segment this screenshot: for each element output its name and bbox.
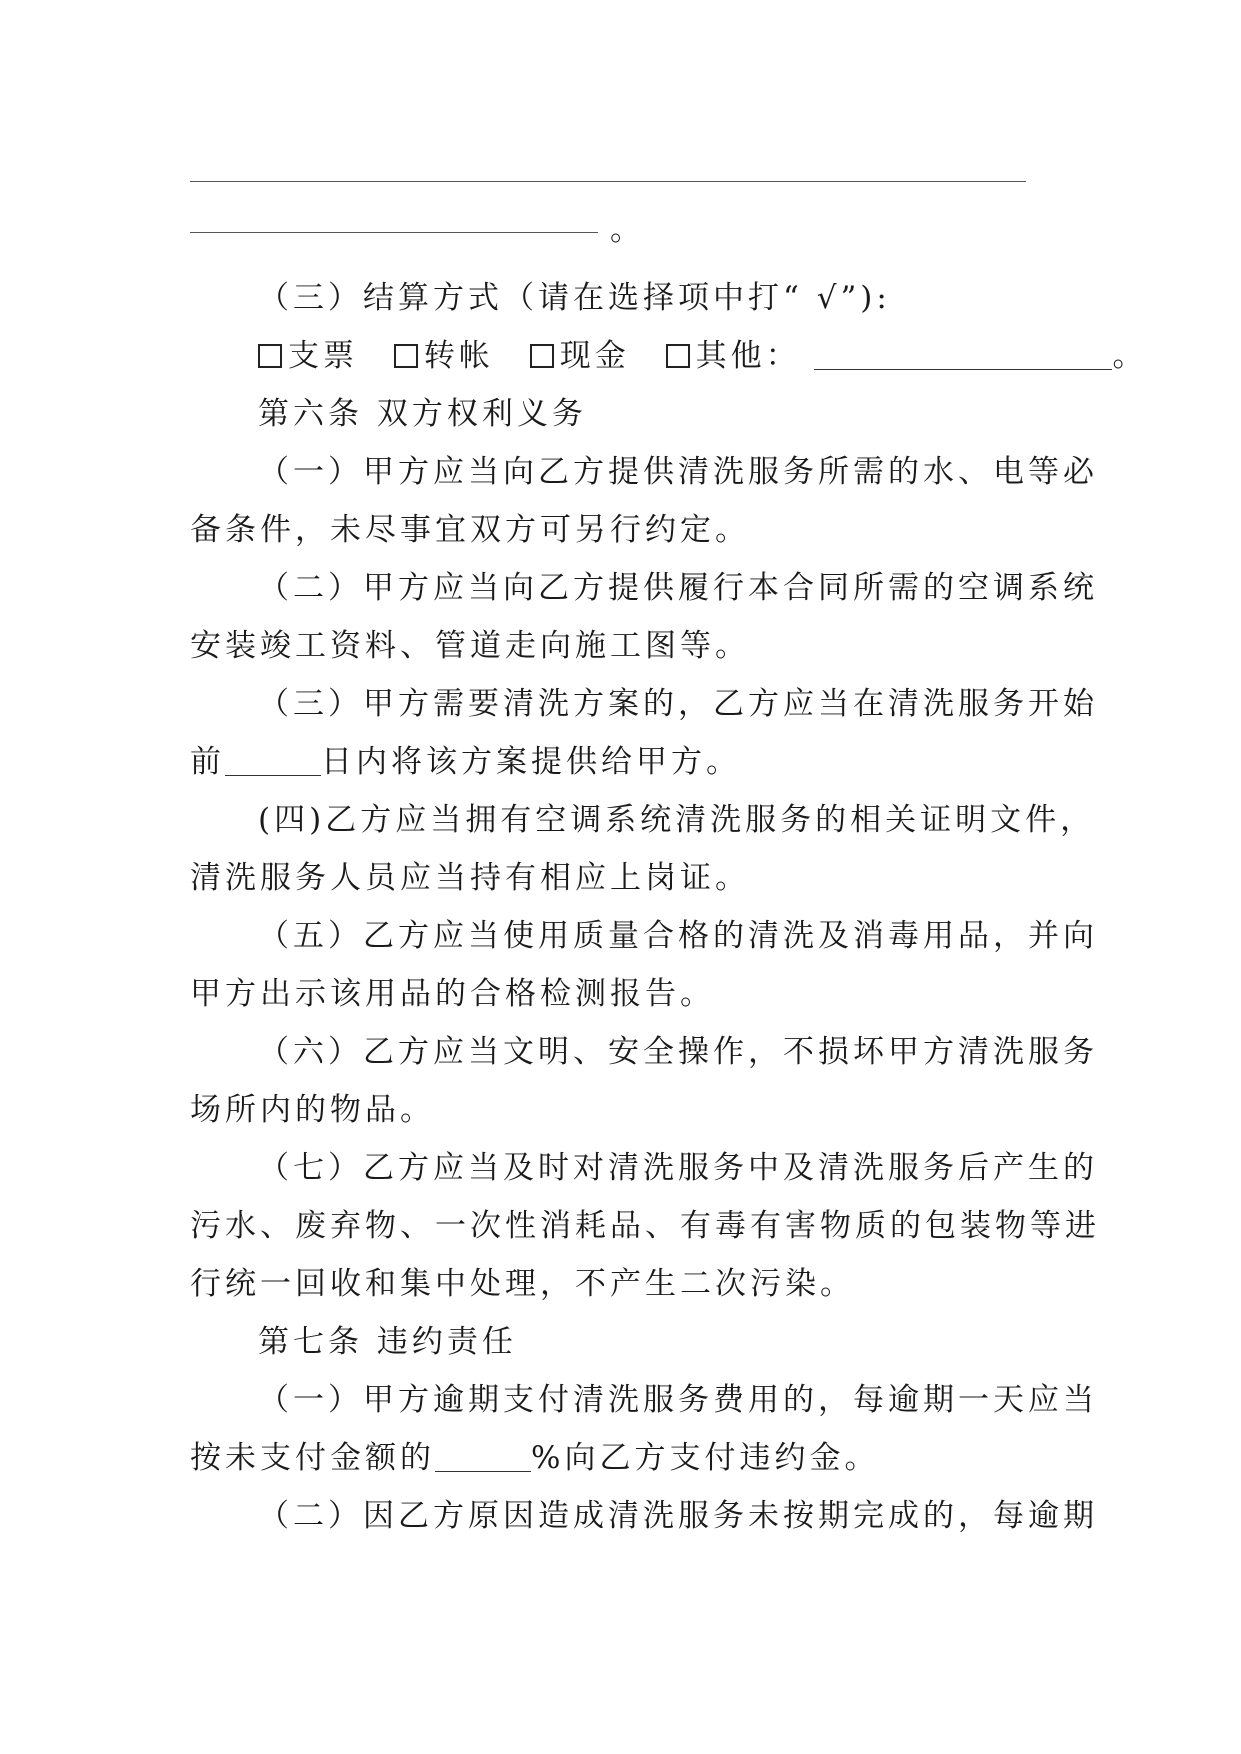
paragraph-line: 污水、废弃物、一次性消耗品、有毒有害物质的包装物等进: [190, 1208, 1100, 1244]
option-cheque: 支票: [288, 338, 358, 374]
paragraph-line: （二）因乙方原因造成清洗服务未按期完成的，每逾期: [258, 1498, 1098, 1534]
article-6-title: 第六条 双方权利义务: [258, 396, 587, 432]
checkbox-cheque[interactable]: [258, 344, 282, 368]
option-other: 其他：: [695, 338, 801, 374]
paragraph-line: 甲方出示该用品的合格检测报告。: [190, 976, 715, 1012]
paragraph-line: 安装竣工资料、管道走向施工图等。: [190, 628, 750, 664]
checkbox-cash[interactable]: [530, 344, 554, 368]
checkbox-other[interactable]: [666, 344, 690, 368]
article-7-title: 第七条 违约责任: [258, 1324, 517, 1360]
percent-blank[interactable]: [435, 1441, 531, 1472]
paragraph-line: （六）乙方应当文明、安全操作，不损坏甲方清洗服务: [258, 1034, 1098, 1070]
text: 日内将该方案提供给甲方。: [321, 744, 741, 780]
settlement-heading: （三）结算方式（请在选择项中打“ √”):: [258, 280, 891, 316]
paragraph-line: （一）甲方逾期支付清洗服务费用的，每逾期一天应当: [258, 1382, 1098, 1418]
option-transfer: 转帐: [423, 338, 494, 374]
checkbox-transfer[interactable]: [394, 344, 418, 368]
paragraph-line: [190, 1438, 1070, 1478]
option-cash: 现金: [559, 338, 630, 374]
paragraph-line: （一）甲方应当向乙方提供清洗服务所需的水、电等必: [258, 454, 1098, 490]
period: 。: [1112, 338, 1148, 374]
paragraph-line: 备条件，未尽事宜双方可另行约定。: [190, 512, 750, 548]
other-blank[interactable]: [814, 339, 1112, 370]
paragraph-line: （七）乙方应当及时对清洗服务中及清洗服务后产生的: [258, 1150, 1098, 1186]
paragraph-line: [190, 742, 1070, 782]
paragraph-line: 清洗服务人员应当持有相应上岗证。: [190, 860, 750, 896]
fill-in-line: [190, 181, 1026, 182]
days-blank[interactable]: [225, 745, 321, 776]
text: %向乙方支付违约金。: [531, 1440, 880, 1476]
paragraph-line: （五）乙方应当使用质量合格的清洗及消毒用品，并向: [258, 918, 1098, 954]
period: 。: [610, 212, 645, 248]
paragraph-line: 行统一回收和集中处理，不产生二次污染。: [190, 1266, 855, 1302]
settlement-options: [258, 336, 1148, 376]
paragraph-line: （三）甲方需要清洗方案的，乙方应当在清洗服务开始: [258, 686, 1098, 722]
paragraph-line: 场所内的物品。: [190, 1092, 435, 1128]
paragraph-line: （二）甲方应当向乙方提供履行本合同所需的空调系统: [258, 570, 1098, 606]
text: 按未支付金额的: [190, 1440, 435, 1476]
paragraph-line: (四)乙方应当拥有空调系统清洗服务的相关证明文件，: [258, 802, 1096, 838]
text: 前: [190, 744, 225, 780]
fill-in-line: [190, 232, 598, 233]
